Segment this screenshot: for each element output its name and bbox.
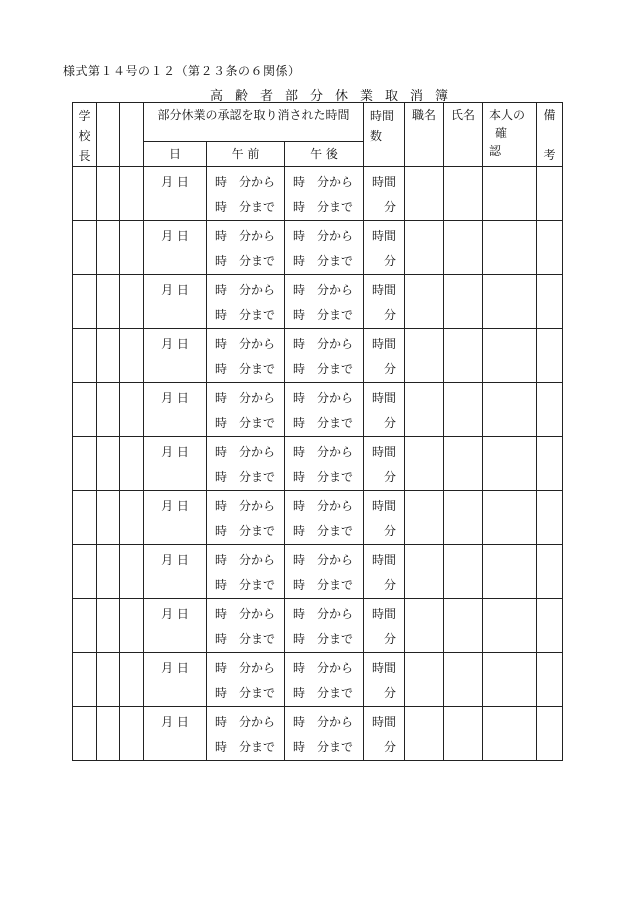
remarks-cell[interactable]: [537, 167, 563, 221]
seal-cell[interactable]: [120, 275, 144, 329]
confirmation-header: 本人の 確 認: [483, 103, 537, 167]
confirmation-cell[interactable]: [483, 707, 537, 761]
date-cell[interactable]: 月 日: [144, 437, 207, 491]
remarks-cell[interactable]: [537, 545, 563, 599]
date-cell[interactable]: 月 日: [144, 383, 207, 437]
table-row: [73, 437, 563, 491]
date-cell[interactable]: 月 日: [144, 545, 207, 599]
position-cell[interactable]: [405, 653, 444, 707]
pm-header: 午 後: [285, 141, 364, 166]
principal-cell[interactable]: [73, 221, 97, 275]
position-cell[interactable]: [405, 437, 444, 491]
pm-time-cell[interactable]: 時 分から 時 分まで: [285, 167, 364, 221]
seal-cell[interactable]: [97, 653, 120, 707]
principal-cell[interactable]: [73, 545, 97, 599]
name-cell[interactable]: [444, 437, 483, 491]
date-cell[interactable]: 月 日: [144, 599, 207, 653]
am-header: 午 前: [207, 141, 285, 166]
principal-cell[interactable]: [73, 383, 97, 437]
date-cell[interactable]: 月 日: [144, 707, 207, 761]
principal-cell[interactable]: [73, 491, 97, 545]
position-cell[interactable]: [405, 545, 444, 599]
principal-cell[interactable]: [73, 167, 97, 221]
position-header: 職名: [405, 103, 444, 167]
confirmation-cell[interactable]: [483, 545, 537, 599]
ledger-body: [73, 167, 563, 761]
pm-time-cell[interactable]: 時 分から 時 分まで: [285, 275, 364, 329]
remarks-cell[interactable]: [537, 383, 563, 437]
table-row: [73, 221, 563, 275]
principal-cell[interactable]: [73, 707, 97, 761]
seal-cell[interactable]: [120, 167, 144, 221]
position-cell[interactable]: [405, 707, 444, 761]
seal-cell[interactable]: [97, 275, 120, 329]
position-cell[interactable]: [405, 599, 444, 653]
hours-cell[interactable]: 時間 分: [364, 329, 405, 383]
principal-cell[interactable]: [73, 275, 97, 329]
am-time-cell[interactable]: 時 分から 時 分まで: [207, 707, 285, 761]
date-cell[interactable]: 月 日: [144, 275, 207, 329]
name-cell[interactable]: [444, 167, 483, 221]
pm-time-cell[interactable]: 時 分から 時 分まで: [285, 653, 364, 707]
position-cell[interactable]: [405, 221, 444, 275]
position-cell[interactable]: [405, 167, 444, 221]
am-time-cell[interactable]: 時 分から 時 分まで: [207, 221, 285, 275]
pm-time-cell[interactable]: 時 分から 時 分まで: [285, 707, 364, 761]
remarks-cell[interactable]: [537, 329, 563, 383]
name-cell[interactable]: [444, 275, 483, 329]
principal-cell[interactable]: [73, 653, 97, 707]
pm-time-cell[interactable]: 時 分から 時 分まで: [285, 221, 364, 275]
pm-time-cell[interactable]: 時 分から 時 分まで: [285, 329, 364, 383]
ledger-table: [72, 102, 563, 761]
confirmation-cell[interactable]: [483, 167, 537, 221]
position-cell[interactable]: [405, 329, 444, 383]
date-cell[interactable]: 月 日: [144, 653, 207, 707]
am-time-cell[interactable]: 時 分から 時 分まで: [207, 545, 285, 599]
position-cell[interactable]: [405, 491, 444, 545]
date-cell[interactable]: 月 日: [144, 167, 207, 221]
seal-cell[interactable]: [97, 329, 120, 383]
am-time-cell[interactable]: 時 分から 時 分まで: [207, 275, 285, 329]
name-cell[interactable]: [444, 383, 483, 437]
remarks-cell[interactable]: [537, 599, 563, 653]
table-row: [73, 653, 563, 707]
hours-cell[interactable]: 時間 分: [364, 491, 405, 545]
hours-cell[interactable]: 時間 分: [364, 167, 405, 221]
hours-cell[interactable]: 時間 分: [364, 545, 405, 599]
table-row: [73, 599, 563, 653]
confirmation-cell[interactable]: [483, 599, 537, 653]
approval-seal-col: [120, 103, 144, 167]
principal-cell[interactable]: [73, 599, 97, 653]
pm-time-cell[interactable]: 時 分から 時 分まで: [285, 437, 364, 491]
seal-cell[interactable]: [120, 599, 144, 653]
name-cell[interactable]: [444, 545, 483, 599]
hours-cell[interactable]: 時間 分: [364, 437, 405, 491]
table-row: [73, 275, 563, 329]
seal-cell[interactable]: [97, 545, 120, 599]
hours-cell[interactable]: 時間 分: [364, 221, 405, 275]
hours-cell[interactable]: 時間 分: [364, 383, 405, 437]
seal-cell[interactable]: [97, 437, 120, 491]
confirmation-cell[interactable]: [483, 329, 537, 383]
remarks-cell[interactable]: [537, 437, 563, 491]
table-row: [73, 491, 563, 545]
am-time-cell[interactable]: 時 分から 時 分まで: [207, 491, 285, 545]
am-time-cell[interactable]: 時 分から 時 分まで: [207, 437, 285, 491]
table-row: [73, 707, 563, 761]
remarks-cell[interactable]: [537, 653, 563, 707]
ledger-title: 高齢者部分休業取消簿: [209, 89, 460, 104]
hours-cell[interactable]: 時間 分: [364, 653, 405, 707]
name-cell[interactable]: [444, 707, 483, 761]
hours-header: 時間 数: [364, 103, 405, 167]
confirmation-cell[interactable]: [483, 221, 537, 275]
name-header: 氏名: [444, 103, 483, 167]
remarks-cell[interactable]: [537, 275, 563, 329]
am-time-cell[interactable]: 時 分から 時 分まで: [207, 167, 285, 221]
name-cell[interactable]: [444, 653, 483, 707]
seal-cell[interactable]: [97, 707, 120, 761]
remarks-cell[interactable]: [537, 221, 563, 275]
confirmation-cell[interactable]: [483, 653, 537, 707]
date-cell[interactable]: 月 日: [144, 221, 207, 275]
day-header: 日: [144, 141, 207, 166]
seal-cell[interactable]: [120, 653, 144, 707]
hours-cell[interactable]: 時間 分: [364, 599, 405, 653]
am-time-cell[interactable]: 時 分から 時 分まで: [207, 329, 285, 383]
confirmation-cell[interactable]: [483, 491, 537, 545]
cancelled-time-header: 部分休業の承認を取り消された時間: [144, 103, 364, 142]
seal-cell[interactable]: [97, 167, 120, 221]
name-cell[interactable]: [444, 221, 483, 275]
pm-time-cell[interactable]: 時 分から 時 分まで: [285, 545, 364, 599]
name-cell[interactable]: [444, 599, 483, 653]
hours-cell[interactable]: 時間 分: [364, 275, 405, 329]
table-row: [73, 167, 563, 221]
seal-cell[interactable]: [120, 383, 144, 437]
table-row: [73, 545, 563, 599]
seal-cell[interactable]: [120, 437, 144, 491]
name-cell[interactable]: [444, 329, 483, 383]
name-cell[interactable]: [444, 491, 483, 545]
pm-time-cell[interactable]: 時 分から 時 分まで: [285, 383, 364, 437]
confirmation-cell[interactable]: [483, 383, 537, 437]
principal-header: 学 校 長: [73, 103, 97, 167]
seal-cell[interactable]: [120, 221, 144, 275]
pm-time-cell[interactable]: 時 分から 時 分まで: [285, 491, 364, 545]
remarks-cell[interactable]: [537, 491, 563, 545]
approval-seal-col: [97, 103, 120, 167]
am-time-cell[interactable]: 時 分から 時 分まで: [207, 653, 285, 707]
seal-cell[interactable]: [120, 491, 144, 545]
date-cell[interactable]: 月 日: [144, 491, 207, 545]
principal-cell[interactable]: [73, 329, 97, 383]
principal-cell[interactable]: [73, 437, 97, 491]
pm-time-cell[interactable]: 時 分から 時 分まで: [285, 599, 364, 653]
position-cell[interactable]: [405, 383, 444, 437]
seal-cell[interactable]: [97, 491, 120, 545]
remarks-cell[interactable]: [537, 707, 563, 761]
seal-cell[interactable]: [120, 707, 144, 761]
table-row: [73, 383, 563, 437]
seal-cell[interactable]: [120, 545, 144, 599]
seal-cell[interactable]: [120, 329, 144, 383]
seal-cell[interactable]: [97, 599, 120, 653]
am-time-cell[interactable]: 時 分から 時 分まで: [207, 383, 285, 437]
position-cell[interactable]: [405, 275, 444, 329]
table-row: [73, 329, 563, 383]
am-time-cell[interactable]: 時 分から 時 分まで: [207, 599, 285, 653]
confirmation-cell[interactable]: [483, 275, 537, 329]
remarks-header: 備 考: [537, 103, 563, 167]
date-cell[interactable]: 月 日: [144, 329, 207, 383]
seal-cell[interactable]: [97, 383, 120, 437]
seal-cell[interactable]: [97, 221, 120, 275]
hours-cell[interactable]: 時間 分: [364, 707, 405, 761]
form-number: 様式第１４号の１２（第２３条の６関係）: [63, 64, 301, 78]
confirmation-cell[interactable]: [483, 437, 537, 491]
